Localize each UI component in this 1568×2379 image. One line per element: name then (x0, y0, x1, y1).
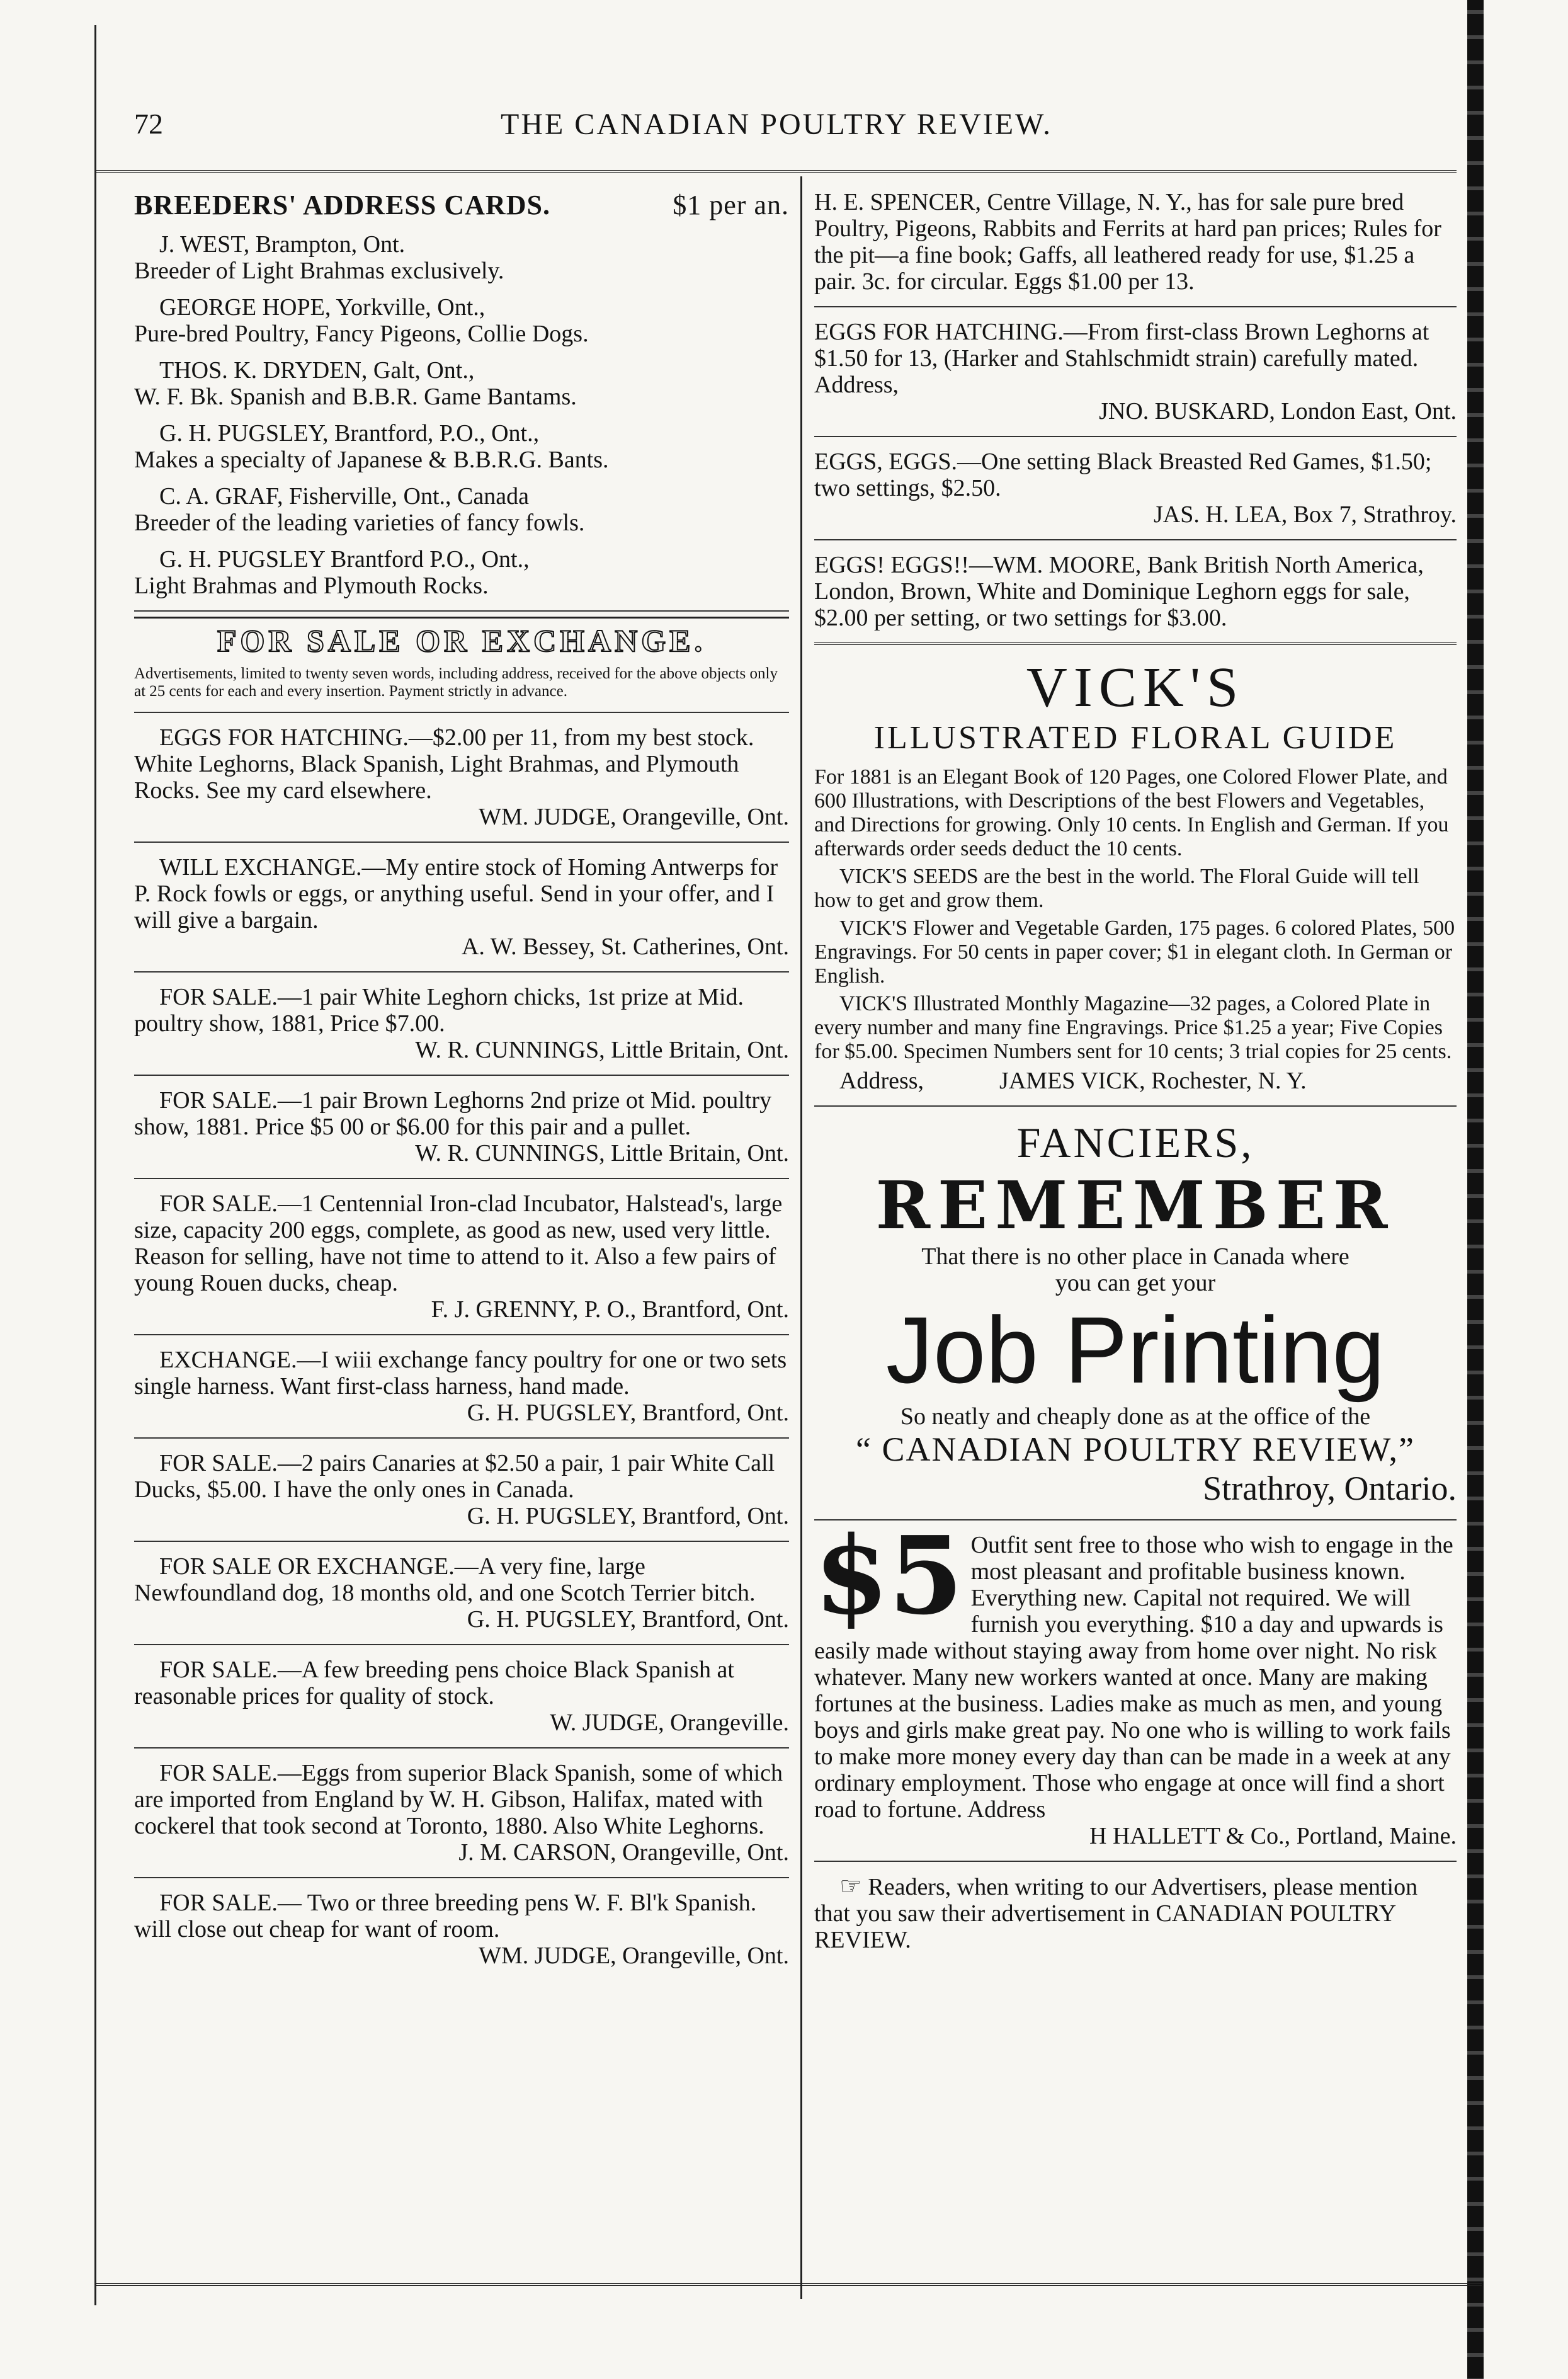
paper-location: Strathroy, Ontario. (1203, 1469, 1457, 1507)
ad-signature: A. W. Bessey, St. Catherines, Ont. (461, 933, 789, 960)
vicks-paragraph: For 1881 is an Elegant Book of 120 Pages, one Colored Flower Plate, and 600 Illustrations, with Descriptions of the best Flowers and Vegetables, and Directions for growing. Only 10 cents. In English and German. If you afterwards order seeds deduct the 10 cents. (814, 765, 1449, 860)
ad-signature: G. H. PUGSLEY, Brantford, Ont. (467, 1606, 789, 1633)
breeder-card (134, 420, 789, 473)
vicks-advertisement (814, 650, 1457, 1107)
vicks-paragraph: VICK'S SEEDS are the best in the world. The Floral Guide will tell how to get and grow them. (814, 865, 1419, 912)
ad-text: EXCHANGE.—I wiii exchange fancy poultry for one or two sets single harness. Want first-class harness, hand made. (134, 1347, 787, 1400)
fanciers-heading: FANCIERS, (1016, 1119, 1254, 1167)
ad-signature: WM. JUDGE, Orangeville, Ont. (479, 1943, 789, 1969)
ad-signature: JAS. H. LEA, Box 7, Strathroy. (1154, 501, 1457, 528)
vicks-title: VICK'S (1026, 656, 1245, 719)
classified-ad (134, 978, 789, 1076)
breeders-cards-title-row (134, 189, 789, 221)
breeder-desc: Breeder of Light Brahmas exclusively. (134, 258, 504, 284)
ad-text: FOR SALE.—Eggs from superior Black Spanish, some of which are imported from England by W. H. Gibson, Halifax, mated with cockerel that took second at Toronto, 1880. Also White Leghorns. (134, 1760, 783, 1839)
classified-ad (134, 718, 789, 843)
ad-signature: JNO. BUSKARD, London East, Ont. (1099, 398, 1457, 425)
ad-signature: WM. JUDGE, Orangeville, Ont. (479, 804, 789, 830)
breeder-name: THOS. K. DRYDEN, Galt, Ont., (159, 357, 475, 384)
ad-text: FOR SALE.—1 Centennial Iron-clad Incubator, Halstead's, large size, capacity 200 eggs, complete, as good as new, used very little. Reason for selling, have not time to attend to it. Also a few pairs of young Rouen ducks, cheap. (134, 1190, 783, 1296)
readers-note (814, 1867, 1457, 1965)
page-header (96, 101, 1457, 173)
readers-note-body: Readers, when writing to our Advertisers, please mention that you saw their advertisement in CANADIAN POULTRY REVIEW. (814, 1874, 1418, 1953)
breeder-card (134, 294, 789, 347)
outfit-advertisement (814, 1513, 1457, 1862)
breeders-cards-title: BREEDERS' ADDRESS CARDS. (134, 190, 550, 220)
vicks-paragraph: VICK'S Illustrated Monthly Magazine—32 pages, a Colored Plate in every number and many fine Engravings. Price $1.25 a year; Five Copies for $5.00. Specimen Numbers sent for 10 cents; 3 trial copies for 25 cents. (814, 992, 1452, 1063)
ad-text: FOR SALE.—A few breeding pens choice Black Spanish at reasonable prices for quality of stock. (134, 1657, 734, 1709)
ad-text: FOR SALE OR EXCHANGE.—A very fine, large Newfoundland dog, 18 months old, and one Scotch Terrier bitch. (134, 1553, 756, 1606)
classified-ad (134, 1883, 789, 1980)
fanciers-line: So neatly and cheaply done as at the office of the (900, 1403, 1371, 1430)
breeder-name: GEORGE HOPE, Yorkville, Ont., (159, 294, 486, 321)
breeder-desc: Breeder of the leading varieties of fancy fowls. (134, 510, 585, 536)
classified-ad (814, 312, 1457, 437)
breeder-desc: W. F. Bk. Spanish and B.B.R. Game Bantams. (134, 384, 577, 410)
for-sale-title: FOR SALE OR EXCHANGE. (134, 617, 789, 659)
bottom-rule (96, 2283, 1482, 2286)
breeder-desc: Makes a specialty of Japanese & B.B.R.G. Bants. (134, 447, 609, 473)
for-sale-terms: Advertisements, limited to twenty seven words, including address, received for the above objects only at 25 cents for each and every insertion. Payment strictly in advance. (134, 665, 778, 700)
job-printing-advertisement (814, 1112, 1457, 1520)
outfit-text: Outfit sent free to those who wish to engage in the most pleasant and profitable business known. Everything new. Capital not required. We will furnish you everything. $10 a day and upwards is easily made without staying away from home over night. No risk whatever. Many new workers wanted at once. Many are making fortunes at the business. Ladies make as much as men, and young boys and girls make great pay. No one who is willing to work fails to make more money every day than can be made in a week at any ordinary employment. Those who engage at once will find a short road to fortune. Address (814, 1532, 1453, 1823)
ad-text: H. E. SPENCER, Centre Village, N. Y., has for sale pure bred Poultry, Pigeons, Rabbits and Ferrits at hard pan prices; Rules for the pit—a fine book; Gaffs, all leathered ready for use, $1.25 a pair. 3c. for circular. Eggs $1.00 per 13. (814, 189, 1441, 295)
breeder-name: C. A. GRAF, Fisherville, Ont., Canada (159, 483, 529, 510)
outfit-signature: H HALLETT & Co., Portland, Maine. (1089, 1823, 1457, 1849)
right-column (814, 183, 1457, 1970)
fanciers-line: you can get your (1055, 1270, 1216, 1296)
ad-signature: G. H. PUGSLEY, Brantford, Ont. (467, 1400, 789, 1426)
readers-note-text (814, 1873, 1457, 1953)
column-divider (800, 176, 802, 2299)
ad-text: EGGS, EGGS.—One setting Black Breasted Red Games, $1.50; two settings, $2.50. (814, 448, 1432, 501)
for-sale-terms-block (134, 659, 789, 713)
ad-signature: J. M. CARSON, Orangeville, Ont. (458, 1839, 789, 1866)
vicks-address: JAMES VICK, Rochester, N. Y. (999, 1068, 1307, 1094)
ad-signature: W. R. CUNNINGS, Little Britain, Ont. (415, 1037, 789, 1063)
vicks-paragraph: VICK'S Flower and Vegetable Garden, 175 pages. 6 colored Plates, 500 Engravings. For 50 cents in paper cover; $1 in elegant cloth. In German or English. (814, 916, 1455, 988)
ad-text: FOR SALE.— Two or three breeding pens W. F. Bl'k Spanish. will close out cheap for want of room. (134, 1890, 757, 1943)
classified-ad (134, 1340, 789, 1439)
ad-signature: W. R. CUNNINGS, Little Britain, Ont. (415, 1140, 789, 1167)
ad-text: EGGS FOR HATCHING.—From first-class Brown Leghorns at $1.50 for 13, (Harker and Stahlschmidt strain) carefully mated. Address, (814, 319, 1429, 398)
ad-text: FOR SALE.—1 pair White Leghorn chicks, 1st prize at Mid. poultry show, 1881, Price $7.00. (134, 984, 744, 1037)
breeder-card (134, 357, 789, 410)
left-column (134, 183, 789, 1985)
classified-ad (134, 848, 789, 973)
ad-text: WILL EXCHANGE.—My entire stock of Homing Antwerps for P. Rock fowls or eggs, or anything useful. Send in your offer, and I will give a bargain. (134, 854, 778, 933)
breeder-card (134, 231, 789, 284)
classified-ad (134, 1444, 789, 1542)
classified-ad (134, 1754, 789, 1878)
fanciers-line: That there is no other place in Canada where (921, 1243, 1349, 1270)
remember-heading: REMEMBER (875, 1167, 1395, 1244)
ad-text: FOR SALE.—1 pair Brown Leghorns 2nd prize ot Mid. poultry show, 1881. Price $5 00 or $6.00 for this pair and a pullet. (134, 1087, 772, 1140)
breeders-cards-section (134, 183, 789, 612)
ad-text: FOR SALE.—2 pairs Canaries at $2.50 a pair, 1 pair White Call Ducks, $5.00. I have the only ones in Canada. (134, 1450, 775, 1503)
job-printing-heading: Job Printing (885, 1297, 1385, 1403)
breeder-card (134, 546, 789, 599)
classified-ad (814, 442, 1457, 540)
breeder-name: J. WEST, Brampton, Ont. (159, 231, 406, 258)
ad-signature: W. JUDGE, Orangeville. (550, 1709, 789, 1736)
breeder-name: G. H. PUGSLEY Brantford P.O., Ont., (159, 546, 530, 573)
newspaper-page (94, 25, 1482, 2305)
running-head: THE CANADIAN POULTRY REVIEW. (501, 108, 1052, 141)
paper-name: “ CANADIAN POULTRY REVIEW,” (856, 1430, 1415, 1468)
ad-text: EGGS! EGGS!!—WM. MOORE, Bank British North America, London, Brown, White and Dominique Leghorn eggs for sale, $2.00 per setting, or two settings for $3.00. (814, 552, 1424, 631)
breeder-card (134, 483, 789, 536)
vicks-address-row (814, 1068, 1457, 1094)
breeder-desc: Pure-bred Poultry, Fancy Pigeons, Collie Dogs. (134, 321, 589, 347)
page-number: 72 (134, 108, 163, 140)
vicks-subtitle: ILLUSTRATED FLORAL GUIDE (873, 720, 1397, 756)
breeder-desc: Light Brahmas and Plymouth Rocks. (134, 573, 489, 599)
breeders-cards-rate: $1 per an. (673, 190, 789, 220)
classified-ad (134, 1547, 789, 1645)
ad-text: EGGS FOR HATCHING.—$2.00 per 11, from my best stock. White Leghorns, Black Spanish, Light Brahmas, and Plymouth Rocks. See my card elsewhere. (134, 724, 754, 804)
classified-ad (814, 183, 1457, 307)
pointing-hand-icon: ☞ (839, 1872, 862, 1900)
ad-signature: G. H. PUGSLEY, Brantford, Ont. (467, 1503, 789, 1529)
classified-ad (134, 1184, 789, 1335)
classified-ad (814, 545, 1457, 645)
vicks-address-label: Address, (839, 1068, 924, 1094)
ad-signature: F. J. GRENNY, P. O., Brantford, Ont. (431, 1296, 789, 1323)
breeder-name: G. H. PUGSLEY, Brantford, P.O., Ont., (159, 420, 540, 447)
five-dollar-mark: $5 (814, 1513, 963, 1639)
classified-ad (134, 1650, 789, 1749)
classified-ad (134, 1081, 789, 1179)
